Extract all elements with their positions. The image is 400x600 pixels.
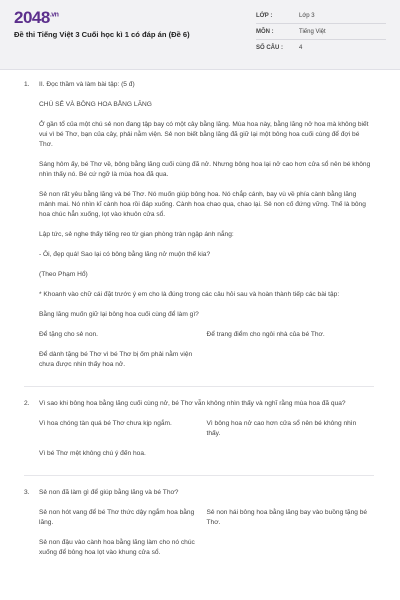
answer-option[interactable]: Vì bé Thơ mệt không chú ý đến hoa. [39, 450, 146, 457]
question-text: Bằng lăng muốn giữ lại bông hoa cuối cùng để làm gì? [39, 311, 199, 318]
answer-option[interactable]: Để trang điểm cho ngôi nhà của bé Thơ. [206, 331, 325, 338]
question-number: 1. [24, 81, 30, 88]
story-source: (Theo Phạm Hổ) [39, 271, 88, 278]
exam-content [0, 70, 400, 568]
meta-key: SỐ CÂU : [256, 44, 283, 51]
question-1 [24, 80, 374, 380]
story-paragraph: Sẻ non rất yêu bằng lăng và bé Thơ. Nó muốn giúp bông hoa. Nó chắp cánh, bay vù về phía cành bằng lăng mảnh mai. Nó nhìn kĩ cành hoa rồi đáp xuống. Cành hoa chao qua, chao lại. Sẻ non cố đứng vững. Thế là bông hoa chúc hẳn xuống, lọt vào khuôn cửa sổ. [39, 191, 366, 218]
meta-row-class [256, 8, 386, 24]
answer-option[interactable]: Sẻ non hái bông hoa bằng lăng bay vào buồng tặng bé Thơ. [206, 509, 368, 526]
header [0, 0, 400, 70]
logo-text: 2048 [14, 8, 50, 27]
divider [24, 386, 374, 387]
question-body [39, 80, 374, 380]
answer-options [39, 330, 374, 380]
meta-row-subject [256, 24, 386, 40]
answer-option[interactable]: Sẻ non hót vang để bé Thơ thức dậy ngắm hoa bằng lăng. [39, 509, 195, 526]
divider [24, 475, 374, 476]
answer-option[interactable]: Để dành tặng bé Thơ vì bé Thơ bị ốm phải nằm viện chưa được nhìn thấy hoa nở. [39, 351, 193, 368]
answer-option[interactable]: Vì bông hoa nở cao hơn cửa sổ nên bé không nhìn thấy. [206, 420, 357, 437]
question-text: Vì sao khi bông hoa bằng lăng cuối cùng nở, bé Thơ vẫn không nhìn thấy và nghĩ rằng mùa hoa đã qua? [39, 400, 346, 407]
meta-key: MÔN : [256, 28, 274, 35]
meta-value: Tiếng Việt [299, 28, 326, 35]
story-paragraph: Ở gần tổ của một chú sẻ non đang tập bay có một cây bằng lăng. Mùa hoa này, bằng lăng nở hoa mà không biết vui vì bé Thơ, bạn của cây, phải nằm viện. Sẻ non biết bằng lăng đã giữ lại một bông hoa cuối cùng để đợi bé Thơ. [39, 121, 369, 148]
instructions: * Khoanh vào chữ cái đặt trước ý em cho là đúng trong các câu hỏi sau và hoàn thành tiếp các bài tập: [39, 291, 340, 298]
question-number: 2. [24, 400, 30, 407]
story-paragraph: - Ôi, đẹp quá! Sao lại có bông bằng lăng nở muộn thế kia? [39, 251, 211, 258]
meta-row-count [256, 40, 386, 55]
meta-table [256, 8, 386, 69]
question-3 [24, 488, 374, 568]
answer-option[interactable]: Sẻ non đậu vào cành hoa bằng lăng làm cho nó chúc xuống để bông hoa lọt vào khung cửa sổ. [39, 539, 195, 556]
answer-option[interactable]: Vì hoa chóng tàn quá bé Thơ chưa kịp ngắm. [39, 420, 172, 427]
answer-options [39, 419, 374, 469]
question-2 [24, 399, 374, 469]
question-text: Sẻ non đã làm gì để giúp bằng lăng và bé Thơ? [39, 489, 179, 496]
page-title: Đề thi Tiếng Việt 3 Cuối học kì 1 có đáp án (Đề 6) [14, 30, 190, 39]
story-paragraph: Lập tức, sẻ nghe thấy tiếng reo từ gian phòng tràn ngập ánh nắng: [39, 231, 234, 238]
site-logo[interactable] [14, 8, 256, 28]
answer-options [39, 508, 374, 568]
section-intro: II. Đọc thầm và làm bài tập: (5 đ) [39, 81, 135, 88]
header-left [14, 8, 256, 69]
question-body [39, 488, 374, 568]
question-number: 3. [24, 489, 30, 496]
meta-value: 4 [299, 44, 303, 51]
answer-option[interactable]: Để tặng cho sẻ non. [39, 331, 99, 338]
story-title: CHÚ SẺ VÀ BÔNG HOA BẰNG LĂNG [39, 101, 152, 108]
meta-key: LỚP : [256, 12, 273, 19]
question-body [39, 399, 374, 469]
meta-value: Lớp 3 [299, 12, 315, 19]
logo-suffix: .vn [49, 11, 59, 19]
story-paragraph: Sáng hôm ấy, bé Thơ về, bông bằng lăng cuối cùng đã nở. Nhưng bông hoa lại nở cao hơn cửa sổ nên bé không nhìn thấy nó. Bé cứ ngỡ là mùa hoa đã qua. [39, 161, 371, 178]
